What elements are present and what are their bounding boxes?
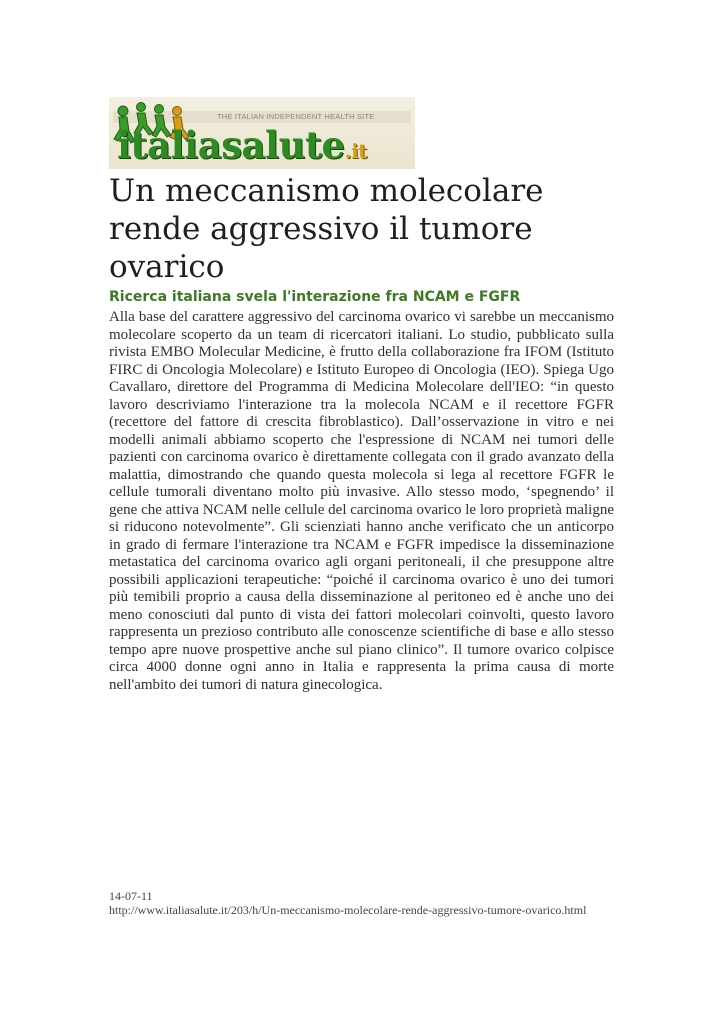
footer-date: 14-07-11 [109,889,153,903]
footer-url[interactable]: http://www.italiasalute.it/203/h/Un-meccanismo-molecolare-rende-aggressivo-tumore-ovarico.html [109,903,587,917]
logo-tld: .it [344,139,367,163]
article-title: Un meccanismo molecolare rende aggressivo il tumore ovarico [109,173,544,285]
logo-tagline: THE ITALIAN INDEPENDENT HEALTH SITE [217,112,375,121]
article-subtitle: Ricerca italiana svela l'interazione fra NCAM e FGFR [109,289,521,305]
page-footer [109,889,614,917]
logo-wordmark-text: italiasalute [117,123,345,167]
site-logo[interactable] [109,97,415,169]
article-body: Alla base del carattere aggressivo del carcinoma ovarico vi sarebbe un meccanismo molecolare scoperto da un team di ricercatori italiani. Lo studio, pubblicato sulla rivista EMBO Molecular Medicine, è frutto della collaborazione fra IFOM (Istituto FIRC di Oncologia Molecolare) e Istituto Europeo di Oncologia (IEO). Spiega Ugo Cavallaro, direttore del Programma di Medicina Molecolare dell'IEO: “in questo lavoro descriviamo l'interazione tra la molecola NCAM e il recettore FGFR (recettore del fattore di crescita fibroblastico). Dall’osservazione in vitro e nei modelli animali abbiamo scoperto che l'espressione di NCAM nei tumori delle pazienti con carcinoma ovarico è direttamente collegata con il grado avanzato della malattia, dimostrando che quando questa molecola si lega al recettore FGFR le cellule tumorali diventano molto più invasive. Allo stesso modo, ‘spegnendo’ il gene che attiva NCAM nelle cellule del carcinoma ovarico le loro proprietà maligne si riducono notevolmente”. Gli scienziati hanno anche verificato che un anticorpo in grado di fermare l'interazione tra NCAM e FGFR impedisce la disseminazione metastatica del carcinoma ovarico agli organi peritoneali, il che presuppone altre possibili applicazioni terapeutiche: “poiché il carcinoma ovarico è uno dei tumori più temibili proprio a causa della disseminazione al peritoneo ed è anche uno dei meno conosciuti dal punto di vista dei fattori molecolari coinvolti, questo lavoro rappresenta un prezioso contributo alle conoscenze scientifiche di base e allo stesso tempo apre nuove prospettive anche sul piano clinico”. Il tumore ovarico colpisce circa 4000 donne ogni anno in Italia e rappresenta la prima causa di morte nell'ambito dei tumori di natura ginecologica. [109,309,614,693]
logo-wordmark [117,123,367,167]
